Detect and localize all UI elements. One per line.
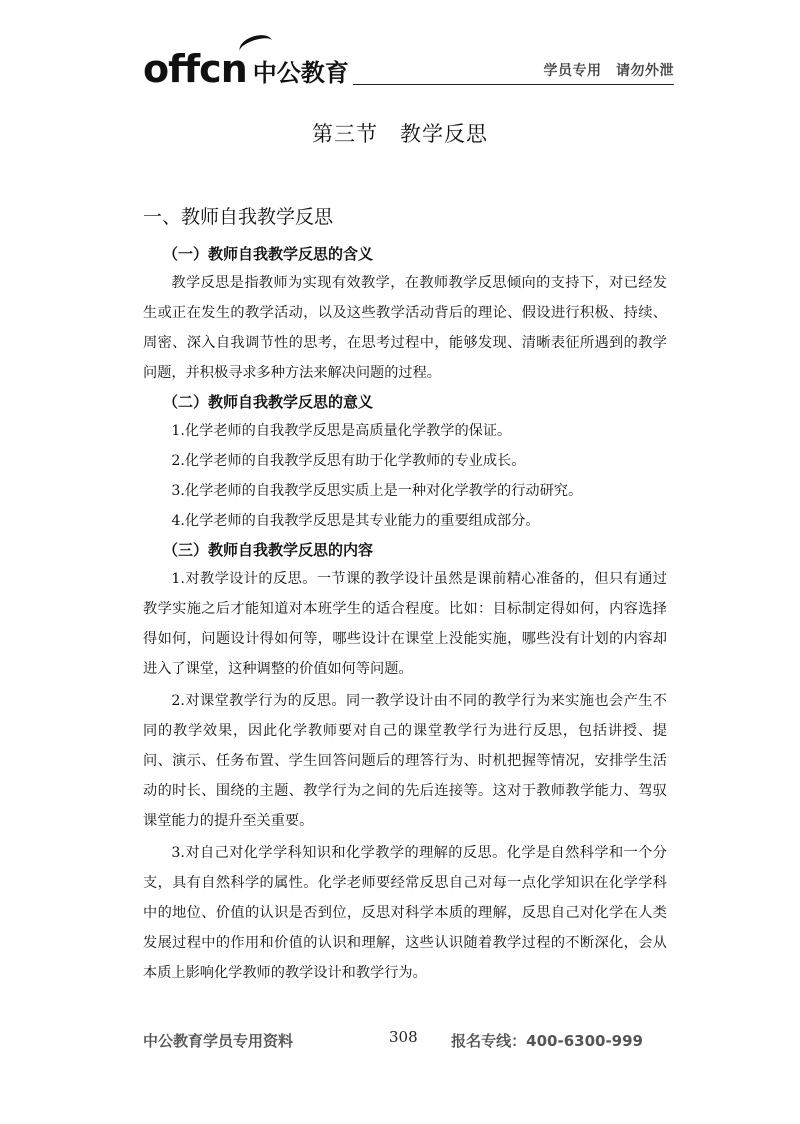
paragraph-definition: 教学反思是指教师为实现有效教学，在教师教学反思倾向的支持下，对已经发生或正在发生的教学活动，以及这些教学活动背后的理论、假设进行积极、持续、周密、深入自我调节性的思考，在思考过程中，能够发现、清晰表征所遇到的教学问题，并积极寻求多种方法来解决问题的过程。 [143, 275, 667, 381]
offcn-logo [143, 40, 349, 91]
list-item: 2.化学老师的自我教学反思有助于化学教师的专业成长。 [171, 453, 526, 469]
page-header [143, 40, 674, 91]
section-title: 第三节 教学反思 [312, 122, 488, 146]
subheading-3: （三）教师自我教学反思的内容 [163, 541, 374, 559]
logo-text: offcn [143, 47, 247, 91]
footer-hotline: 报名专线：400-6300-999 [451, 1032, 643, 1050]
paragraph-content-2: 2.对课堂教学行为的反思。同一教学设计由不同的教学行为来实施也会产生不同的教学效果，因此化学教师要对自己的课堂教学行为进行反思，包括讲授、提问、演示、任务布置、学生回答问题后的理答行为、时机把握等情况，安排学生活动的时长、围绕的主题、教学行为之间的先后连接等。这对于教师教学能力、驾驭课堂能力的提升至关重要。 [143, 693, 667, 829]
subheading-1: （一）教师自我教学反思的含义 [163, 245, 374, 263]
paragraph-content-1: 1.对教学设计的反思。一节课的教学设计虽然是课前精心准备的，但只有通过教学实施之后才能知道对本班学生的适合程度。比如：目标制定得如何，内容选择得如何，问题设计得如何等，哪些设计在课堂上没能实施，哪些没有计划的内容却进入了课堂，这种调整的价值如何等问题。 [143, 571, 667, 677]
paragraph-content-3: 3.对自己对化学学科知识和化学教学的理解的反思。化学是自然科学和一个分支，具有自然科学的属性。化学老师要经常反思自己对每一点化学知识在化学学科中的地位、价值的认识是否到位，反思对科学本质的理解，反思自己对化学在人类发展过程中的作用和价值的认识和理解，这些认识随着教学过程的不断深化，会从本质上影响化学教师的教学设计和教学行为。 [143, 845, 667, 981]
list-item: 4.化学老师的自我教学反思是其专业能力的重要组成部分。 [171, 513, 540, 529]
list-item: 3.化学老师的自我教学反思实质上是一种对化学教学的行动研究。 [171, 483, 583, 499]
heading-1: 一、教师自我教学反思 [143, 206, 334, 228]
footer-label: 中公教育学员专用资料 [143, 1032, 294, 1050]
page-number: 308 [389, 1028, 418, 1046]
subheading-2: （二）教师自我教学反思的意义 [163, 393, 374, 411]
page-footer [143, 1030, 667, 1054]
logo-cn-text: 中公教育 [252, 59, 349, 87]
page-content [143, 200, 667, 988]
logo-arc-icon [237, 31, 276, 61]
header-rule [353, 84, 674, 85]
list-item: 1.化学老师的自我教学反思是高质量化学教学的保证。 [171, 423, 512, 439]
header-tag: 学员专用 请勿外泄 [543, 63, 674, 79]
